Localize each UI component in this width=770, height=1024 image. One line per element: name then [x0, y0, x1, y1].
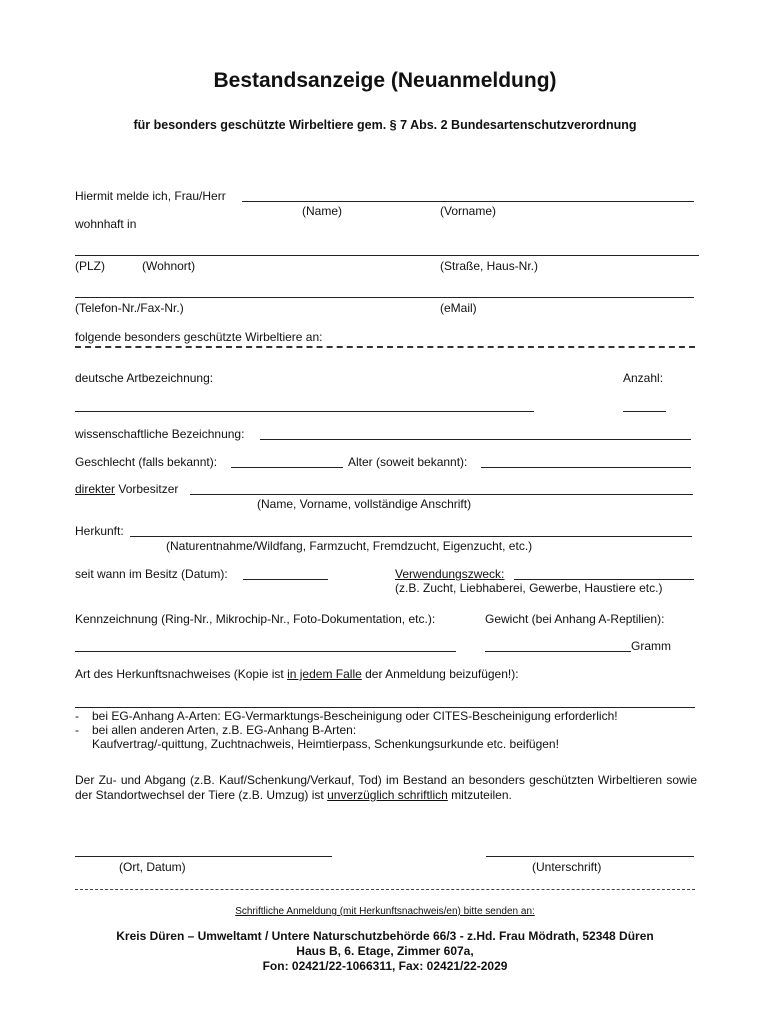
ort-datum-caption: (Ort, Datum) — [119, 860, 186, 874]
gewicht-label: Gewicht (bei Anhang A-Reptilien): — [485, 612, 665, 626]
anzahl-field[interactable] — [623, 411, 666, 412]
deutsche-artbezeichnung-field[interactable] — [75, 411, 534, 412]
bullet-mark-2: - — [75, 723, 79, 737]
contact-field[interactable] — [75, 297, 694, 298]
unterschrift-field[interactable] — [486, 856, 694, 857]
wissenschaftlich-label: wissenschaftliche Bezeichnung: — [75, 427, 245, 441]
name-caption: (Name) — [302, 204, 343, 218]
footer-divider — [75, 889, 695, 890]
name-field[interactable] — [242, 201, 694, 202]
ort-datum-field[interactable] — [75, 856, 332, 857]
animals-intro: folgende besonders geschützte Wirbeltiere an: — [75, 330, 323, 344]
section-divider — [75, 346, 695, 348]
wohnort-caption: (Wohnort) — [142, 259, 196, 273]
herkunft-caption: (Naturentnahme/Wildfang, Farmzucht, Fremdzucht, Eigenzucht, etc.) — [166, 539, 533, 553]
nachweis-label: Art des Herkunftsnachweises (Kopie ist in jedem Falle der Anmeldung beizufügen!): — [75, 667, 519, 681]
vorbesitzer-caption: (Name, Vorname, vollständige Anschrift) — [257, 497, 472, 511]
wohnhaft-label: wohnhaft in — [75, 217, 137, 231]
footer-room-line: Haus B, 6. Etage, Zimmer 607a, — [296, 944, 474, 958]
intro-label: Hiermit melde ich, Frau/Herr — [75, 189, 226, 203]
gramm-label: Gramm — [631, 639, 671, 653]
email-caption: (eMail) — [440, 301, 477, 315]
vorbesitzer-label: direkter Vorbesitzer — [75, 482, 179, 496]
footer-address-line: Kreis Düren – Umweltamt / Untere Naturschutzbehörde 66/3 - z.Hd. Frau Mödrath, 52348 Düren — [116, 929, 654, 943]
verwendung-label: Verwendungszweck: — [395, 567, 505, 581]
seit-wann-label: seit wann im Besitz (Datum): — [75, 567, 228, 581]
footer-phone-line: Fon: 02421/22-1066311, Fax: 02421/22-2029 — [262, 959, 508, 973]
vorbesitzer-field[interactable] — [190, 494, 693, 495]
gewicht-field[interactable] — [485, 651, 631, 652]
vorname-caption: (Vorname) — [440, 204, 497, 218]
address-field[interactable] — [75, 255, 699, 256]
bullet-2-cont: Kaufvertrag/-quittung, Zuchtnachweis, Heimtierpass, Schenkungsurkunde etc. beifügen! — [92, 737, 559, 751]
kennzeichnung-field[interactable] — [75, 651, 456, 652]
strasse-caption: (Straße, Haus-Nr.) — [440, 259, 539, 273]
verwendung-field[interactable] — [514, 579, 694, 580]
unterschrift-caption: (Unterschrift) — [532, 860, 602, 874]
page-title: Bestandsanzeige (Neuanmeldung) — [213, 69, 557, 92]
notice-paragraph: Der Zu- und Abgang (z.B. Kauf/Schenkung/Verkauf, Tod) im Bestand an besonders geschützten Wirbeltieren sowie der Standortwechsel der Tiere (z.B. Umzug) ist unverzüglich schriftlich mitzuteilen. — [75, 773, 697, 802]
deutsche-artbezeichnung-label: deutsche Artbezeichnung: — [75, 371, 214, 385]
verwendung-caption: (z.B. Zucht, Liebhaberei, Gewerbe, Haustiere etc.) — [395, 581, 663, 595]
wissenschaftlich-field[interactable] — [260, 439, 691, 440]
bullet-1: bei EG-Anhang A-Arten: EG-Vermarktungs-Bescheinigung oder CITES-Bescheinigung erforderlich! — [92, 709, 618, 723]
geschlecht-field[interactable] — [231, 467, 343, 468]
anzahl-label: Anzahl: — [623, 371, 664, 385]
page-subtitle: für besonders geschützte Wirbeltiere gem. § 7 Abs. 2 Bundesartenschutzverordnung — [133, 118, 637, 132]
herkunft-label: Herkunft: — [75, 524, 124, 538]
alter-label: Alter (soweit bekannt): — [348, 455, 468, 469]
kennzeichnung-label: Kennzeichnung (Ring-Nr., Mikrochip-Nr., Foto-Dokumentation, etc.): — [75, 612, 436, 626]
alter-field[interactable] — [481, 467, 691, 468]
geschlecht-label: Geschlecht (falls bekannt): — [75, 455, 218, 469]
seit-wann-field[interactable] — [243, 579, 328, 580]
send-note: Schriftliche Anmeldung (mit Herkunftsnachweis/en) bitte senden an: — [235, 906, 535, 917]
nachweis-field[interactable] — [75, 707, 695, 708]
plz-caption: (PLZ) — [75, 259, 105, 273]
herkunft-field[interactable] — [130, 536, 692, 537]
telefon-caption: (Telefon-Nr./Fax-Nr.) — [75, 301, 184, 315]
bullet-2: bei allen anderen Arten, z.B. EG-Anhang B-Arten: — [92, 723, 357, 737]
bullet-mark-1: - — [75, 709, 79, 723]
